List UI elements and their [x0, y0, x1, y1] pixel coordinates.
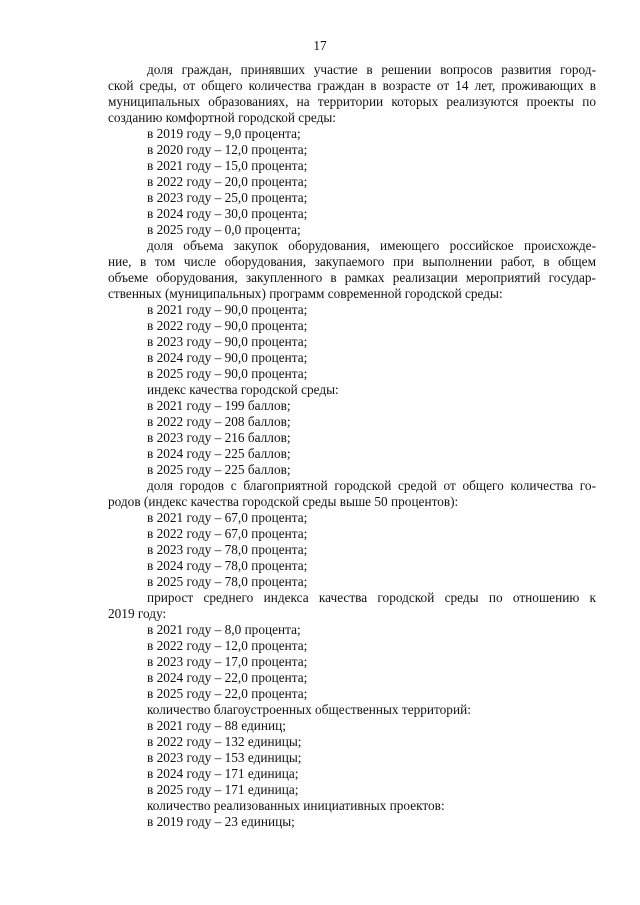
text-line: в 2025 году – 225 баллов;: [147, 462, 291, 477]
text-line: в 2024 году – 78,0 процента;: [147, 558, 308, 573]
text-line: в 2025 году – 90,0 процента;: [147, 366, 308, 381]
text-line: в 2022 году – 20,0 процента;: [147, 174, 308, 189]
text-line: муниципальных образованиях, на территории которых реализуются проекты по: [108, 94, 596, 109]
text-line: родов (индекс качества городской среды выше 50 процентов):: [108, 494, 459, 509]
text-line: в 2019 году – 23 единицы;: [147, 814, 295, 829]
text-line: в 2022 году – 132 единицы;: [147, 734, 302, 749]
text-line: в 2022 году – 67,0 процента;: [147, 526, 308, 541]
document-body: [108, 62, 596, 830]
text-line: ственных (муниципальных) программ современной городской среды:: [108, 286, 503, 301]
text-line: количество благоустроенных общественных территорий:: [147, 702, 471, 717]
text-line: в 2021 году – 67,0 процента;: [147, 510, 308, 525]
text-line: объеме оборудования, закупленного в рамках реализации мероприятий государ-: [108, 270, 596, 285]
text-line: в 2021 году – 88 единиц;: [147, 718, 286, 733]
text-line: в 2019 году – 9,0 процента;: [147, 126, 301, 141]
text-line: в 2023 году – 25,0 процента;: [147, 190, 308, 205]
text-line: в 2024 году – 171 единица;: [147, 766, 299, 781]
text-line: в 2022 году – 208 баллов;: [147, 414, 291, 429]
text-line: ние, в том числе оборудования, закупаемого при выполнении работ, в общем: [108, 254, 596, 269]
text-line: в 2022 году – 90,0 процента;: [147, 318, 308, 333]
text-line: в 2021 году – 8,0 процента;: [147, 622, 301, 637]
text-line: в 2023 году – 153 единицы;: [147, 750, 302, 765]
text-line: 2019 году:: [108, 606, 167, 621]
text-line: количество реализованных инициативных проектов:: [147, 798, 445, 813]
text-line: в 2023 году – 78,0 процента;: [147, 542, 308, 557]
text-line: в 2023 году – 216 баллов;: [147, 430, 291, 445]
text-line: в 2025 году – 22,0 процента;: [147, 686, 308, 701]
text-line: прирост среднего индекса качества городской среды по отношению к: [147, 590, 596, 605]
page-number: 17: [313, 38, 327, 53]
text-line: индекс качества городской среды:: [147, 382, 339, 397]
text-line: доля объема закупок оборудования, имеющего российское происхожде-: [147, 238, 596, 253]
text-line: в 2024 году – 225 баллов;: [147, 446, 291, 461]
text-line: доля граждан, принявших участие в решении вопросов развития город-: [147, 62, 596, 77]
text-line: в 2023 году – 17,0 процента;: [147, 654, 308, 669]
text-line: в 2025 году – 0,0 процента;: [147, 222, 301, 237]
text-line: в 2021 году – 90,0 процента;: [147, 302, 308, 317]
text-line: созданию комфортной городской среды:: [108, 110, 336, 125]
text-line: в 2021 году – 15,0 процента;: [147, 158, 308, 173]
text-line: в 2025 году – 171 единица;: [147, 782, 299, 797]
text-line: ской среды, от общего количества граждан в возрасте от 14 лет, проживающих в: [108, 78, 596, 93]
text-line: в 2024 году – 22,0 процента;: [147, 670, 308, 685]
text-line: в 2021 году – 199 баллов;: [147, 398, 291, 413]
text-line: в 2024 году – 30,0 процента;: [147, 206, 308, 221]
text-line: доля городов с благоприятной городской средой от общего количества го-: [147, 478, 596, 493]
text-line: в 2025 году – 78,0 процента;: [147, 574, 308, 589]
text-line: в 2022 году – 12,0 процента;: [147, 638, 308, 653]
text-line: в 2020 году – 12,0 процента;: [147, 142, 308, 157]
text-line: в 2023 году – 90,0 процента;: [147, 334, 308, 349]
text-line: в 2024 году – 90,0 процента;: [147, 350, 308, 365]
